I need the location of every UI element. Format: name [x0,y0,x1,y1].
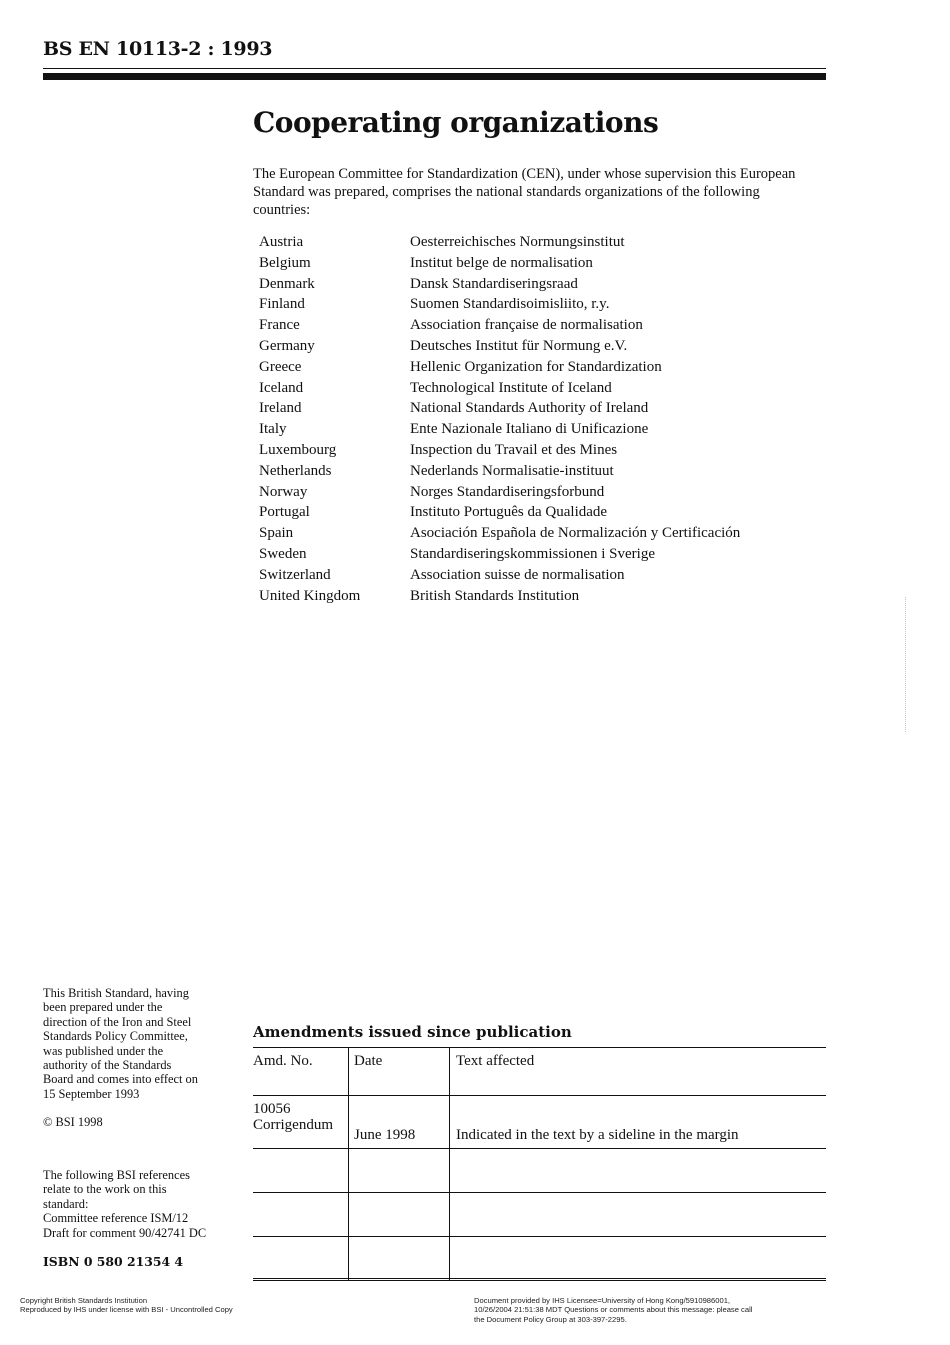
organizations-table [259,234,740,608]
country-cell: Norway [259,483,308,500]
amendments-title: Amendments issued since publication [253,1023,572,1041]
country-cell: Sweden [259,545,307,562]
table-row [259,296,740,317]
table-row [259,463,740,484]
footer-line: the Document Policy Group at 303-397-2295. [474,1314,627,1324]
note-line: direction of the Iron and Steel [43,1014,192,1029]
table-row [259,338,740,359]
table-row [259,588,740,609]
table-row [259,380,740,401]
footer-line: Document provided by IHS Licensee=University of Hong Kong/5910986001, [474,1296,731,1305]
table-row [259,276,740,297]
country-cell: Austria [259,234,304,250]
table-row-empty [253,1237,826,1281]
organization-cell: Association suisse de normalisation [410,566,625,583]
reference-line: Committee reference ISM/12 [43,1211,189,1226]
organization-cell: Oesterreichisches Normungsinstitut [410,234,625,250]
footer-copyright [20,1296,233,1315]
country-cell: Iceland [259,379,304,396]
table-row [259,525,740,546]
column-header-amd-no: Amd. No. [253,1048,349,1096]
organization-cell: Inspection du Travail et des Mines [410,441,618,458]
table-row [259,359,740,380]
table-row [253,1096,826,1149]
note-line: 15 September 1993 [43,1086,140,1101]
table-row [259,234,740,255]
amd-no-cell [253,1096,349,1149]
note-line: was published under the [43,1043,164,1058]
note-line: Standards Policy Committee, [43,1029,188,1044]
country-cell: Belgium [259,254,311,271]
organization-cell: Norges Standardiseringsforbund [410,483,605,500]
country-cell: Germany [259,337,315,354]
amd-number: 10056 [253,1101,291,1117]
organization-cell: Dansk Standardiseringsraad [410,275,578,292]
document-id: BS EN 10113-2 : 1993 [43,38,273,60]
country-cell: Luxembourg [259,441,337,458]
reference-line: relate to the work on this [43,1182,167,1197]
country-cell: United Kingdom [259,587,361,604]
text-affected-cell: Indicated in the text by a sideline in the margin [450,1096,827,1149]
amendments-table [253,1047,826,1281]
footer-line: Copyright British Standards Institution [20,1296,148,1305]
organization-cell: Ente Nazionale Italiano di Unificazione [410,421,649,438]
organization-cell: Hellenic Organization for Standardization [410,358,662,375]
column-header-date: Date [349,1048,450,1096]
date-cell: June 1998 [349,1096,450,1149]
country-cell: Spain [259,525,294,542]
country-cell: Denmark [259,275,315,292]
table-row [259,567,740,588]
isbn: ISBN 0 580 21354 4 [43,1254,184,1269]
organization-cell: Standardiseringskommissionen i Sverige [410,545,655,562]
column-header-text-affected: Text affected [450,1048,827,1096]
note-line: authority of the Standards [43,1058,172,1073]
copyright-notice: © BSI 1998 [43,1115,103,1129]
table-row-empty [253,1149,826,1193]
country-cell: France [259,317,300,334]
organization-cell: British Standards Institution [410,587,580,604]
country-cell: Greece [259,358,302,375]
header-rule-thin [43,68,826,69]
country-cell: Portugal [259,504,310,521]
note-line: been prepared under the [43,1000,163,1015]
footer-line: 10/26/2004 21:51:38 MDT Questions or comments about this message: please call [474,1305,753,1315]
note-line: This British Standard, having [43,986,189,1000]
country-cell: Italy [259,421,287,438]
table-row-empty [253,1193,826,1237]
country-cell: Ireland [259,400,302,417]
reference-line: The following BSI references [43,1168,190,1182]
organization-cell: Association française de normalisation [410,317,643,334]
organization-cell: National Standards Authority of Ireland [410,400,649,417]
table-row [259,317,740,338]
footer-line: Reproduced by IHS under license with BSI - Uncontrolled Copy [20,1305,233,1315]
organization-cell: Instituto Português da Qualidade [410,504,608,521]
footer-license-info [474,1296,784,1324]
table-row [259,421,740,442]
header-rule-thick [43,73,826,80]
table-row [259,400,740,421]
amd-type: Corrigendum [253,1117,333,1133]
organization-cell: Technological Institute of Iceland [410,379,612,396]
bottom-rule [253,1278,826,1279]
publication-note [43,986,233,1101]
note-line: Board and comes into effect on [43,1072,198,1087]
country-cell: Netherlands [259,462,332,479]
reference-line: standard: [43,1196,89,1211]
bsi-references [43,1168,243,1240]
country-cell: Finland [259,296,305,313]
table-row [259,504,740,525]
table-row [259,484,740,505]
table-row [259,442,740,463]
intro-paragraph: The European Committee for Standardization (CEN), under whose supervision this European Standard was prepared, comprises the national standards organizations of the following countries: [253,166,796,218]
organization-cell: Institut belge de normalisation [410,254,593,271]
reference-line: Draft for comment 90/42741 DC [43,1225,207,1240]
amendments-header-row [253,1048,826,1096]
organization-cell: Deutsches Institut für Normung e.V. [410,337,628,354]
organization-cell: Suomen Standardisoimisliito, r.y. [410,296,610,313]
scan-artifact [905,597,908,732]
table-row [259,546,740,567]
page-title: Cooperating organizations [253,106,659,139]
organization-cell: Nederlands Normalisatie-instituut [410,462,614,479]
country-cell: Switzerland [259,566,331,583]
table-row [259,255,740,276]
organization-cell: Asociación Española de Normalización y Certificación [410,525,741,542]
